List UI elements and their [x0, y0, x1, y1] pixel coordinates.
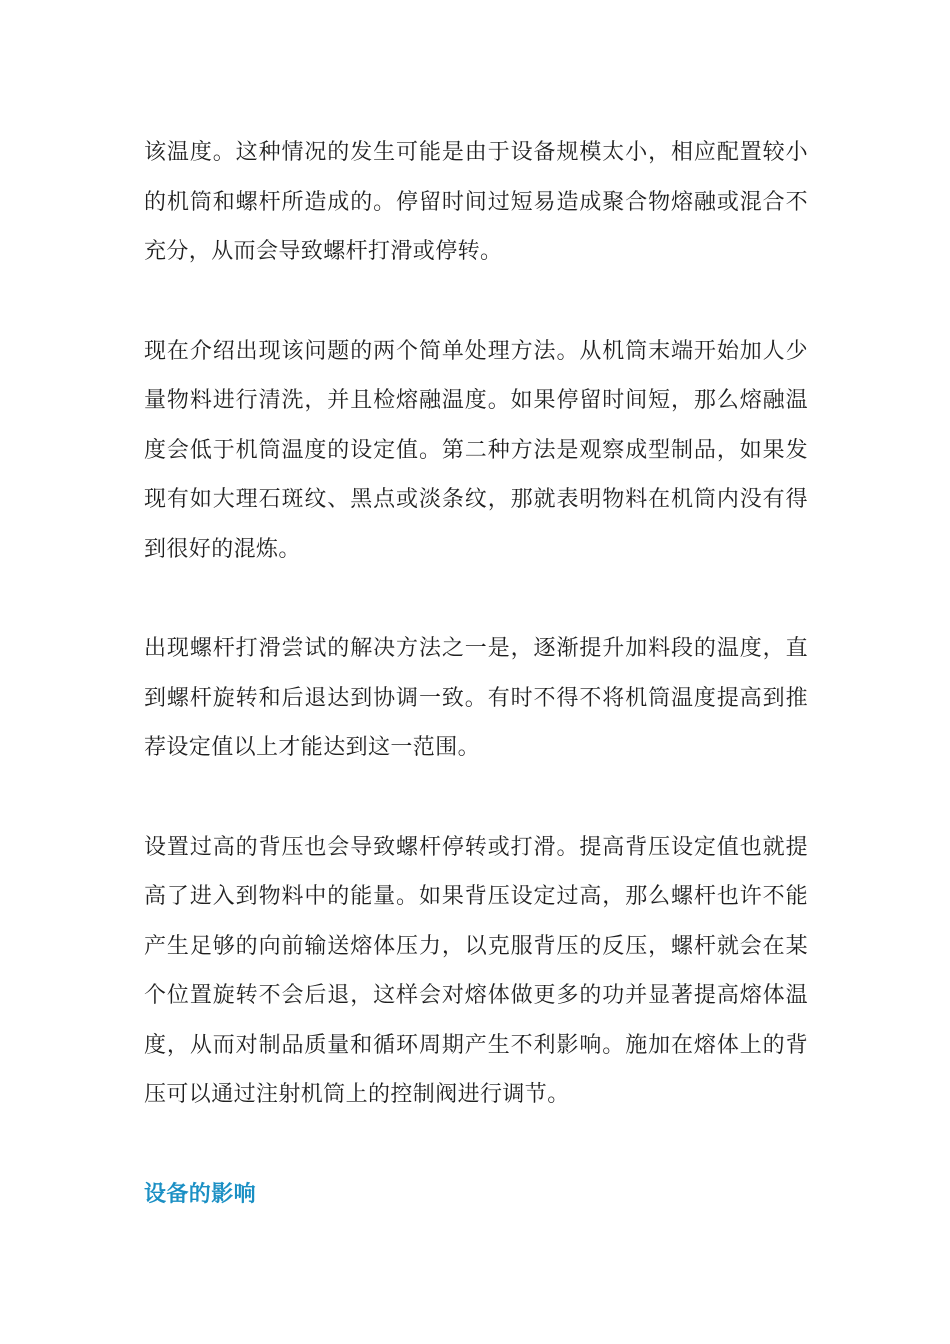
document-body — [144, 128, 808, 1219]
paragraph-2: 现在介绍出现该问题的两个简单处理方法。从机筒末端开始加人少量物料进行清洗，并且检熔融温度。如果停留时间短，那么熔融温度会低于机筒温度的设定值。第二种方法是观察成型制品，如果发现有如大理石斑纹、黑点或淡条纹，那就表明物料在机筒内没有得到很好的混炼。 — [144, 338, 808, 562]
paragraph-1: 该温度。这种情况的发生可能是由于设备规模太小，相应配置较小的机筒和螺杆所造成的。停留时间过短易造成聚合物熔融或混合不充分，从而会导致螺杆打滑或停转。 — [144, 140, 808, 264]
section-heading: 设备的影响 — [144, 1181, 257, 1207]
paragraph-3: 出现螺杆打滑尝试的解决方法之一是，逐渐提升加料段的温度，直到螺杆旋转和后退达到协调一致。有时不得不将机筒温度提高到推荐设定值以上才能达到这一范围。 — [144, 636, 808, 760]
paragraph-4: 设置过高的背压也会导致螺杆停转或打滑。提高背压设定值也就提高了进入到物料中的能量。如果背压设定过高，那么螺杆也许不能产生足够的向前输送熔体压力，以克服背压的反压，螺杆就会在某个位置旋转不会后退，这样会对熔体做更多的功并显著提高熔体温度，从而对制品质量和循环周期产生不利影响。施加在熔体上的背压可以通过注射机筒上的控制阀进行调节。 — [144, 834, 808, 1107]
